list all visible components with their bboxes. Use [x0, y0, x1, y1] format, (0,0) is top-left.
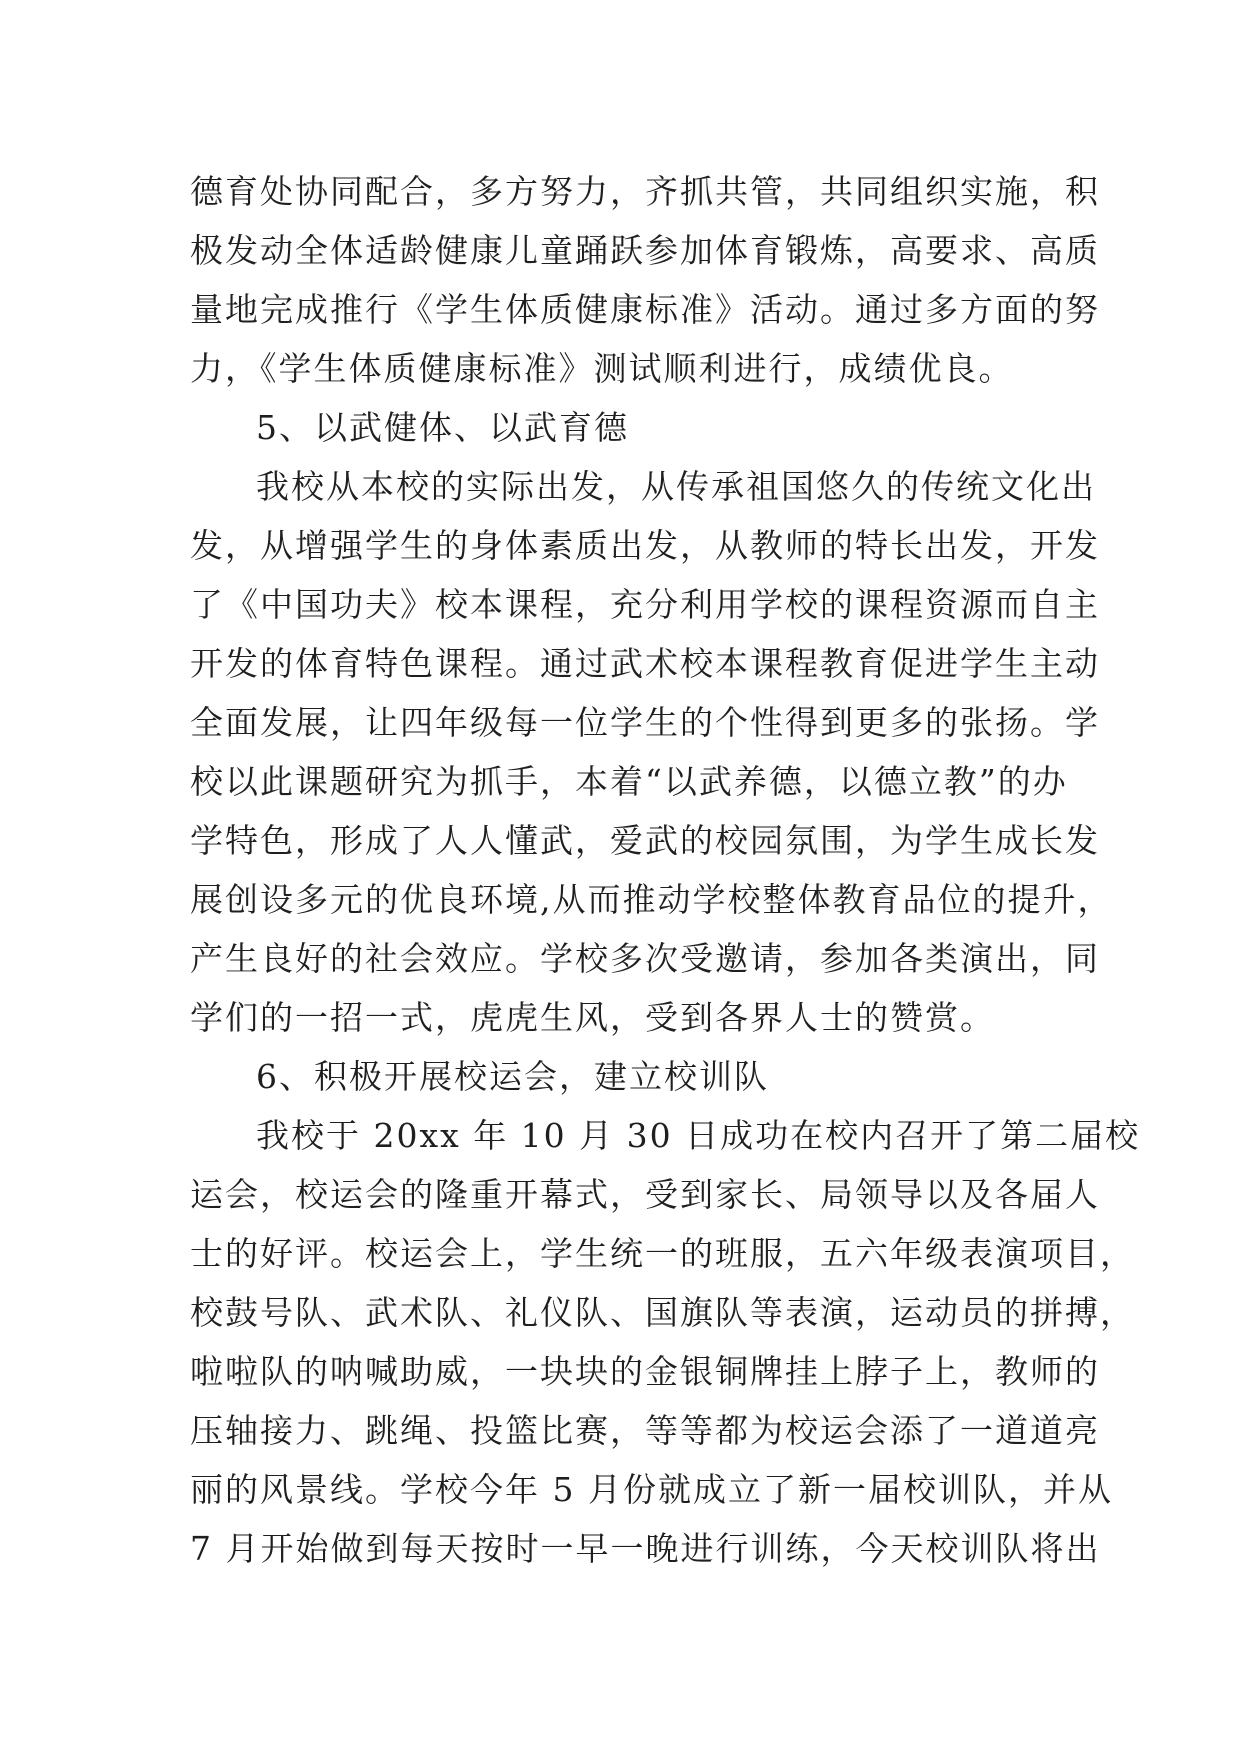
paragraph-line: 开发的体育特色课程。通过武术校本课程教育促进学生主动 — [190, 644, 1100, 683]
paragraph-line: 量地完成推行《学生体质健康标准》活动。通过多方面的努 — [190, 290, 1100, 329]
paragraph-line: 啦啦队的呐喊助威，一块块的金银铜牌挂上脖子上，教师的 — [190, 1352, 1100, 1391]
paragraph-line: 德育处协同配合，多方努力，齐抓共管，共同组织实施，积 — [190, 172, 1100, 211]
paragraph-line: 极发动全体适龄健康儿童踊跃参加体育锻炼，高要求、高质 — [190, 231, 1100, 270]
paragraph-line: 力，《学生体质健康标准》测试顺利进行，成绩优良。 — [190, 349, 1014, 388]
section-heading: 5、以武健体、以武育德 — [256, 408, 629, 447]
paragraph-line: 士的好评。校运会上，学生统一的班服，五六年级表演项目， — [190, 1234, 1135, 1273]
paragraph-line: 展创设多元的优良环境,从而推动学校整体教育品位的提升， — [190, 880, 1113, 919]
paragraph-line: 全面发展，让四年级每一位学生的个性得到更多的张扬。学 — [190, 703, 1100, 742]
paragraph-line: 我校从本校的实际出发，从传承祖国悠久的传统文化出 — [256, 467, 1096, 506]
document-body — [190, 162, 1141, 1578]
paragraph-line: 产生良好的社会效应。学校多次受邀请，参加各类演出，同 — [190, 939, 1100, 978]
paragraph-line: 运会，校运会的隆重开幕式，受到家长、局领导以及各届人 — [190, 1175, 1100, 1214]
paragraph-line: 丽的风景线。学校今年 5 月份就成立了新一届校训队，并从 — [190, 1470, 1113, 1509]
paragraph-line: 校鼓号队、武术队、礼仪队、国旗队等表演，运动员的拼搏， — [190, 1293, 1135, 1332]
section-heading: 6、积极开展校运会，建立校训队 — [256, 1057, 769, 1096]
paragraph-line: 校以此课题研究为抓手，本着“以武养德，以德立教”的办 — [190, 762, 1068, 801]
paragraph-line: 7 月开始做到每天按时一早一晚进行训练，今天校训队将出 — [190, 1529, 1101, 1568]
paragraph-line: 发，从增强学生的身体素质出发，从教师的特长出发，开发 — [190, 526, 1100, 565]
paragraph-line: 了《中国功夫》校本课程，充分利用学校的课程资源而自主 — [190, 585, 1100, 624]
paragraph-line: 压轴接力、跳绳、投篮比赛，等等都为校运会添了一道道亮 — [190, 1411, 1100, 1450]
paragraph-line: 我校于 20xx 年 10 月 30 日成功在校内召开了第二届校 — [256, 1116, 1141, 1155]
paragraph-line: 学特色，形成了人人懂武，爱武的校园氛围，为学生成长发 — [190, 821, 1100, 860]
paragraph-line: 学们的一招一式，虎虎生风，受到各界人士的赞赏。 — [190, 998, 995, 1037]
